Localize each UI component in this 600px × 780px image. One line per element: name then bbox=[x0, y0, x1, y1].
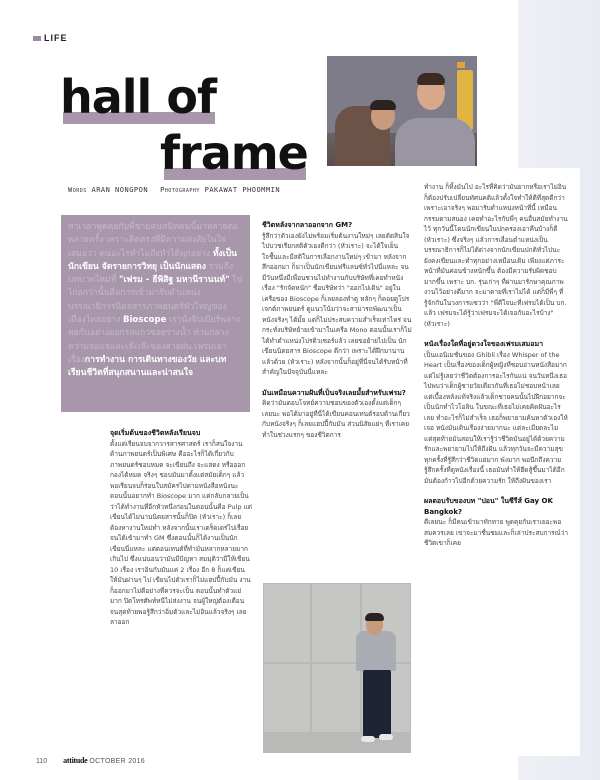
headline-text: hall of bbox=[60, 70, 216, 124]
body-text: เป็นแอนิเมชั่นของ Ghibli เรื่อง Whisper of the Heart เป็นเรื่องของเด็กผู้หญิงที่ชอบอ่านหนังสือมาก แต่ไม่รู้เลยว่าชีวิตต้องการอะไรกันแน่ จนวันหนึ่งเธอไปพบว่าเด็กผู้ชายวัยเดียวกันที่เธอไม่ชอบหน้าเลย แต่เบื้องหลังแท้จริงแล้วเด็กชายคนนั้นไปฝึกอยากจะเป็นนักทำไวโอลิน ในขณะที่เธอไม่เคยคิดฝันอะไรเลย ทำอะไรก็ไม่สำเร็จ เธอก็พยายามค้นหาตัวเองให้เจอ หนังมันเดินเรื่องง่ายมากนะ แต่ละเมียดละไม แต่สุดท้ายมันสอนให้เรารู้ว่าชีวิตมันอยู่ได้ด้วยความรักและพยายามไปให้ถึงฝัน แล้วทุกวันจะมีความสุข ทุกครั้งที่รู้สึกว่าชีวิตแย่มาก พังมาก พอนึกถึงความรู้สึกครั้งที่ดูหนังเรื่องนี้ เธอมันทำให้ฮึดสู้ขึ้นมาได้อีก มันต้องก้าวไปอีกด้วยความรัก ให้ถึงฝันของเรา bbox=[424, 350, 568, 485]
pull-quote-text: ไปไกลกว่านั้นคือการเข้ามารับตำแหน่งบรรณาธิการนิตยสารภาพยนตร์หัวใหญ่ของเมืองไทยอย่าง bbox=[68, 275, 243, 326]
subheading: มันเหมือนความฝันที่เป็นจริงเลยมั้ยสำหรับเฟรม? bbox=[262, 388, 406, 397]
byline-words-label: Words bbox=[68, 186, 87, 194]
byline-photo-label: Photography bbox=[160, 186, 200, 194]
page-footer bbox=[36, 756, 145, 765]
headline-line-1 bbox=[60, 70, 216, 124]
issue-date: OCTOBER 2016 bbox=[89, 758, 145, 765]
pull-quote-highlight: ทั้งเป็นนักเขียน จัดรายการวิทยุ เป็นนักแสดง bbox=[68, 248, 237, 272]
section-swatch bbox=[33, 36, 41, 41]
section-label: LIFE bbox=[44, 33, 68, 43]
article-column-2 bbox=[262, 220, 412, 450]
subheading: หนังเรื่องใดที่อยู่ดวงใจของเฟรมเสมอมา bbox=[424, 340, 544, 348]
pull-quote-highlight: Bioscope bbox=[122, 315, 167, 326]
headline-line-2 bbox=[160, 126, 308, 180]
body-text: ดีเลยนะ ก็มีคนเข้ามาทักทาย พูดคุยกับเราเยอะพอสมควรเลย เขาจะมาชื่นชมและก็เล่าประสบการณ์ว่าชีวิตเขาก็เคย bbox=[424, 518, 568, 547]
byline-words bbox=[68, 186, 148, 194]
subheading: ผลตอบรับของบท "ปอน" ในซีรีส์ Gay OK Bangkok? bbox=[424, 497, 553, 516]
pull-quote-text: หาเวลาพูดคุยกับพี่ชายคนสนิทคนนี้มาหลายต่อหลายครั้ง เพราะคิดตรงที่มีความสงสัยในใจเสมอว่า คนอะไรทำไมถึงทำได้ทุกอย่าง bbox=[68, 222, 239, 259]
byline-words-name: ARAN NONGPON bbox=[91, 186, 149, 194]
section-tag bbox=[33, 33, 68, 43]
photo-interview-duo bbox=[327, 56, 477, 166]
body-text: รู้สึกว่าตัวเองยังไม่พร้อมเริ่มต้นงานใหม่ๆ เลยตัดสินใจไปบวชเรียกสติตัวเองดีกว่า (หัวเราะ) จะได้ใจเย็น ใจชื้นและมีสติในการเลือกงานใหม่ๆ เข้ามา หลังจากสึกออกมา ก็มาเป็นนักเขียนฟรีแลนซ์ทั่วไปนี่แหละ จนมีวันหนึ่งมีเพื่อนชวนไปทำงานกับบริษัทที่เคยทำหนังเรื่อง "รักจัดหนัก" ชื่อบริษัทว่า "ออกไปเดิน" อยู่ในเครือของ Bioscope ก็เลยลองทำดู หลักๆ ก็คอยดูโปรเจกต์ภาพยนตร์ ดูแนวโน้มว่าจะสามารถพัฒนาเป็นหนังจริงๆ ได้มั้ย แต่ก็ไม่ประสบความสำเร็จเท่าไหร่ จนกระทั่งบริษัทย้ายเข้ามาในเครือ Mono ตอนนั้นเราก็ไม่ได้ทำตำแหน่งโปรดิวเซอร์แล้ว เลยขอย้ายไปเป็น นักเขียนนิตยสาร Bioscope ดีกว่า เพราะได้ฝึกมานานแล้วด้วย (หัวเราะ) หลังจากนั้นก็อยู่ที่นี่จนได้รับหน้าที่สำคัญในปัจจุบันนี่แหละ bbox=[262, 231, 412, 376]
subheading: จุดเริ่มต้นของชีวิตหลังเรียนจบ bbox=[110, 429, 201, 437]
headline-text: frame bbox=[160, 126, 308, 180]
body-text: ทำงาน ก็ทิ้งมันไป อะไรที่คิดว่ามันยากหรือเราไม่อินก็ต้องปรับเปลี่ยนทัศนคติแล้วตั้งใจทำให้ดีที่สุดดีกว่า เพราะเอาจริงๆ พอมารับตำแหน่งหน้าที่นี้ เหมือนกรรมตามสนอง เคยทำอะไรกับพี่ๆ คนอื่นสมัยทำงานไว้ ทุกวันนี้โดนนักเขียนในปกครองเอาคืนบ้างก็ดี (หัวเราะ) ซึ่งจริงๆ แล้วการเลื่อนตำแหน่งเป็นบรรณาธิการก็ไม่ได้ต่างจากนักเขียนปกติทั่วไปนะ ยังคงเขียนและทำทุกอย่างเหมือนเดิม เพียงแต่ภาระหน้าที่มันค่อนข้างหนักขึ้น ต้องมีความรับผิดชอบมากขึ้น เพราะ บก. รุ่นเก่าๆ ที่ผ่านมารักษาคุณภาพงานไว้อย่างดีมาก จะมาตายที่เราไม่ได้ แต่ก็มีพี่ๆ ที่รู้จักกันในวงการแซวว่า "พี่ดีใจนะที่เฟรมได้เป็น บก. แล้ว เฟรมจะได้รู้ว่าเฟรมจะได้เจอกับอะไรบ้าง" (หัวเราะ) bbox=[424, 183, 568, 328]
pull-quote-highlight: "เฟรม - ธีพิสิฐ มหานีรานนท์" bbox=[119, 275, 230, 286]
article-column-3 bbox=[424, 182, 572, 559]
byline-photography bbox=[160, 186, 280, 194]
subheading: ชีวิตหลังจากลาออกจาก GM? bbox=[262, 221, 353, 229]
pull-quote-text: รวมถึงบทบาทใหม่ที่ bbox=[68, 261, 234, 286]
pull-quote-box bbox=[61, 215, 250, 412]
body-text: คิดว่ามันตอบโจทย์ความชอบของตัวเองตั้งแต่เด็กๆ เลยนะ พอได้มาอยู่ที่นี่ได้เขียนคอนเทนต์รอบด้านเกี่ยวกับหนังจริงๆ ก็เลยแฮปปี้กับมัน ส่วนนิสัยแย่ๆ ที่เราเคยทำในช่วงแรกๆ ของชีวิตการ bbox=[262, 399, 410, 439]
byline-photo-name: PAKAWAT PHOOMMIN bbox=[204, 186, 281, 194]
byline bbox=[68, 186, 280, 194]
body-text: ตั้งแต่เรียนจบจากวารสารศาสตร์ เราก็สนใจงานด้านภาพยนตร์เป็นพิเศษ คืออะไรก็ได้เกี่ยวกับภาพยนตร์ชอบหมด จะเขียนถึง จะแสดง หรือออกกองได้หมด จริงๆ ชอบมันมาตั้งแต่สมัยเด็กๆ แล้ว พอเรียนจบก็ร่อนใบสมัครไปตามหนังสือหนังนะ ตอนนั้นอยากทำ Bioscope มาก แต่กลับกลายเป็นว่าได้ทำงานที่อีกหัวหนึ่งก่อนในตอนนั้นคือ Pulp แต่เขียนได้ไม่นานนิตยสารนั้นก็ปิด (หัวเราะ) ก็เลยต้องหางานใหม่ทำ หลังจากนั้นเราเตร็ดเตร่ไปเรื่อย จนได้เข้ามาทำ GM ซึ่งตอนนั้นก็ได้งานเป็นนักเขียนนี่แหละ แต่ตอนเทนต์ที่ทำมันหลากหลายมากเกินไป ซึ่งแน่นอนว่ามันมีปัญหา สมมุติว่ามีให้เขียน 10 เรื่อง เราอินกับมันแค่ 2 เรื่อง อีก 8 ก็แค่เขียนให้มันผ่านๆ ไป เขียนไปตัวเราก็ไม่แฮปปี้กับมัน งานก็ออกมาไม่ดีอย่างที่ควรจะเป็น ตอนนั้นทำตัวแย่มาก ปิดโทรศัพท์หนีไม่ส่งงาน จนผู้ใหญ่ต้องเตือน จนสุดท้ายพอรู้สึกว่าอิ่มตัวและไม่อินแล้วจริงๆ เลยลาออก bbox=[110, 439, 252, 626]
pull-quote-text: เรานั่งจิบเบียร์พลางคุยกันอย่างออกรสแถวซอยรางน้ำ ท่ามกลางความจอแจและเจ๊ะเจ๊ะของสายฝน เฟรมเล่าเรื่อง bbox=[68, 315, 241, 365]
article-column-1 bbox=[110, 428, 252, 638]
photo-portrait-standing bbox=[263, 583, 411, 753]
pull-quote-highlight: การทำงาน การเดินทางของวัย และบทเรียนชีวิตที่สนุกสนานและน่าสนใจ bbox=[68, 354, 227, 379]
magazine-brand: attitude bbox=[63, 756, 88, 765]
page-number: 110 bbox=[36, 758, 48, 765]
